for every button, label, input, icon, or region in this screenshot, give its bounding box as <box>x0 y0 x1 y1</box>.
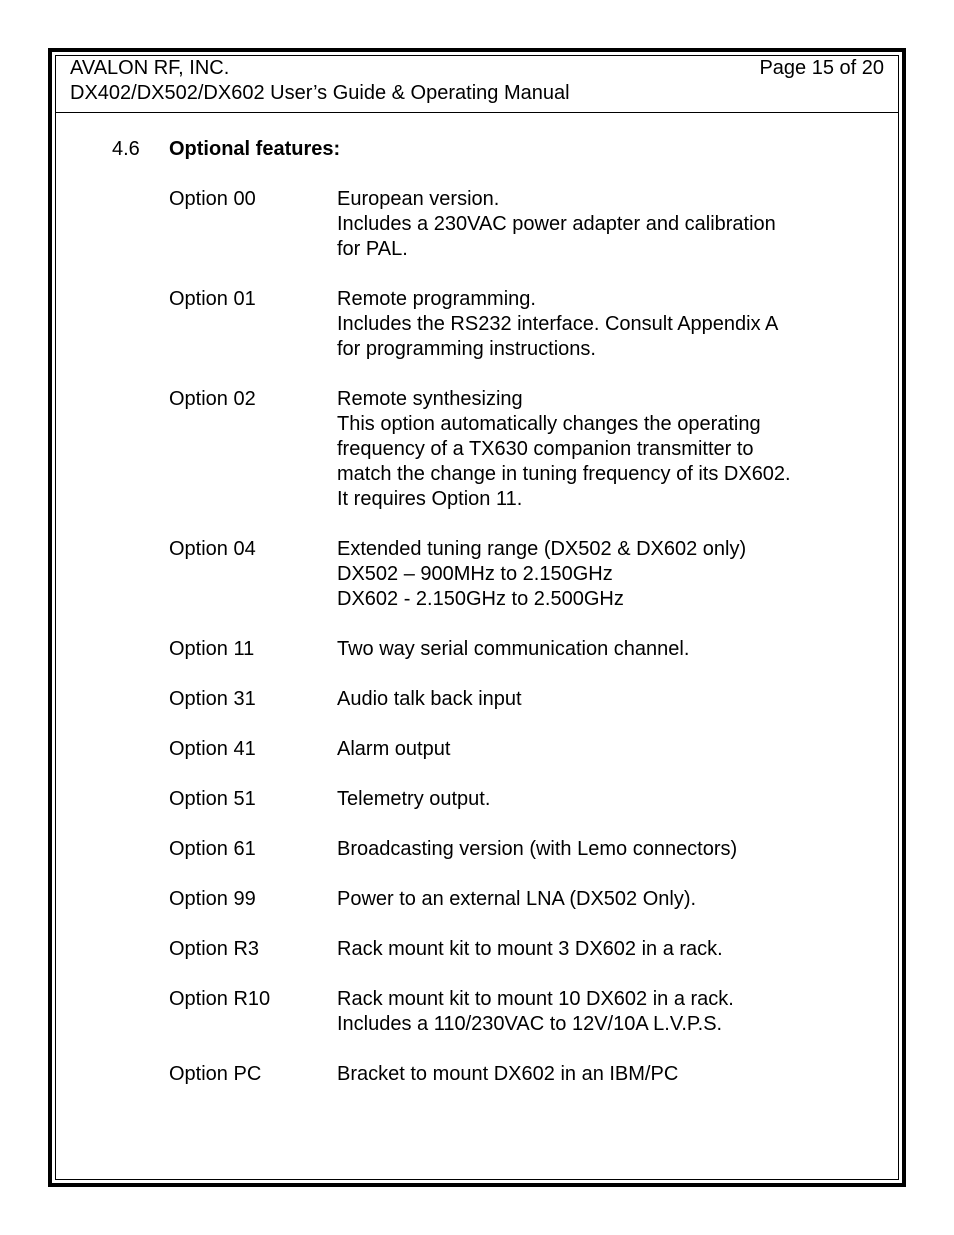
option-description-line: Remote programming. <box>337 288 536 310</box>
option-description <box>337 387 869 512</box>
option-label: Option 61 <box>169 838 256 860</box>
option-label: Option PC <box>169 1063 262 1085</box>
company-name: AVALON RF, INC. <box>70 57 230 79</box>
option-description-line: Audio talk back input <box>337 688 522 710</box>
option-label: Option 00 <box>169 188 256 210</box>
option-item <box>169 187 869 262</box>
option-description-line: Bracket to mount DX602 in an IBM/PC <box>337 1063 679 1085</box>
option-label: Option 41 <box>169 738 256 760</box>
option-description <box>337 1062 869 1087</box>
option-description <box>337 887 869 912</box>
section-number: 4.6 <box>112 138 140 160</box>
option-description-line: Rack mount kit to mount 10 DX602 in a rack. <box>337 988 734 1010</box>
option-item <box>169 537 869 612</box>
option-description-line: Rack mount kit to mount 3 DX602 in a rack. <box>337 938 723 960</box>
option-item <box>169 837 869 862</box>
option-description-line: for programming instructions. <box>337 338 596 360</box>
option-description-line: Telemetry output. <box>337 788 491 810</box>
option-description <box>337 787 869 812</box>
option-description-line: for PAL. <box>337 238 408 260</box>
option-description-line: European version. <box>337 188 500 210</box>
option-description-line: Alarm output <box>337 738 451 760</box>
option-description <box>337 287 869 362</box>
option-label: Option R10 <box>169 988 271 1010</box>
option-description-line: DX502 – 900MHz to 2.150GHz <box>337 563 613 585</box>
option-description-line: This option automatically changes the operating <box>337 413 761 435</box>
option-description-line: Two way serial communication channel. <box>337 638 690 660</box>
option-label: Option 02 <box>169 388 256 410</box>
option-description-line: Includes the RS232 interface. Consult Appendix A <box>337 313 779 335</box>
option-description-line: frequency of a TX630 companion transmitter to <box>337 438 754 460</box>
header-divider <box>55 112 899 113</box>
options-list <box>169 187 869 1112</box>
option-description-line: match the change in tuning frequency of its DX602. <box>337 463 791 485</box>
option-description-line: Includes a 230VAC power adapter and calibration <box>337 213 776 235</box>
option-item <box>169 987 869 1037</box>
option-item <box>169 737 869 762</box>
option-label: Option 11 <box>169 638 255 660</box>
option-label: Option 51 <box>169 788 256 810</box>
option-description <box>337 687 869 712</box>
option-description <box>337 837 869 862</box>
option-description-line: It requires Option 11. <box>337 488 523 510</box>
section-title: Optional features: <box>169 138 341 160</box>
option-item <box>169 287 869 362</box>
option-description <box>337 987 869 1037</box>
option-label: Option 99 <box>169 888 256 910</box>
option-description <box>337 537 869 612</box>
option-item <box>169 887 869 912</box>
page-number: Page 15 of 20 <box>759 57 884 79</box>
option-item <box>169 937 869 962</box>
option-description <box>337 937 869 962</box>
option-description <box>337 737 869 762</box>
option-description <box>337 637 869 662</box>
option-description-line: Broadcasting version (with Lemo connectors) <box>337 838 738 860</box>
option-item <box>169 1062 869 1087</box>
option-description-line: Includes a 110/230VAC to 12V/10A L.V.P.S. <box>337 1013 723 1035</box>
option-description-line: Extended tuning range (DX502 & DX602 only) <box>337 538 747 560</box>
option-description-line: DX602 - 2.150GHz to 2.500GHz <box>337 588 624 610</box>
option-item <box>169 387 869 512</box>
option-item <box>169 637 869 662</box>
option-label: Option 31 <box>169 688 256 710</box>
option-description-line: Power to an external LNA (DX502 Only). <box>337 888 697 910</box>
option-item <box>169 787 869 812</box>
option-item <box>169 687 869 712</box>
manual-title: DX402/DX502/DX602 User’s Guide & Operating Manual <box>70 82 570 104</box>
option-label: Option 04 <box>169 538 256 560</box>
option-label: Option 01 <box>169 288 256 310</box>
option-description <box>337 187 869 262</box>
option-label: Option R3 <box>169 938 260 960</box>
option-description-line: Remote synthesizing <box>337 388 523 410</box>
